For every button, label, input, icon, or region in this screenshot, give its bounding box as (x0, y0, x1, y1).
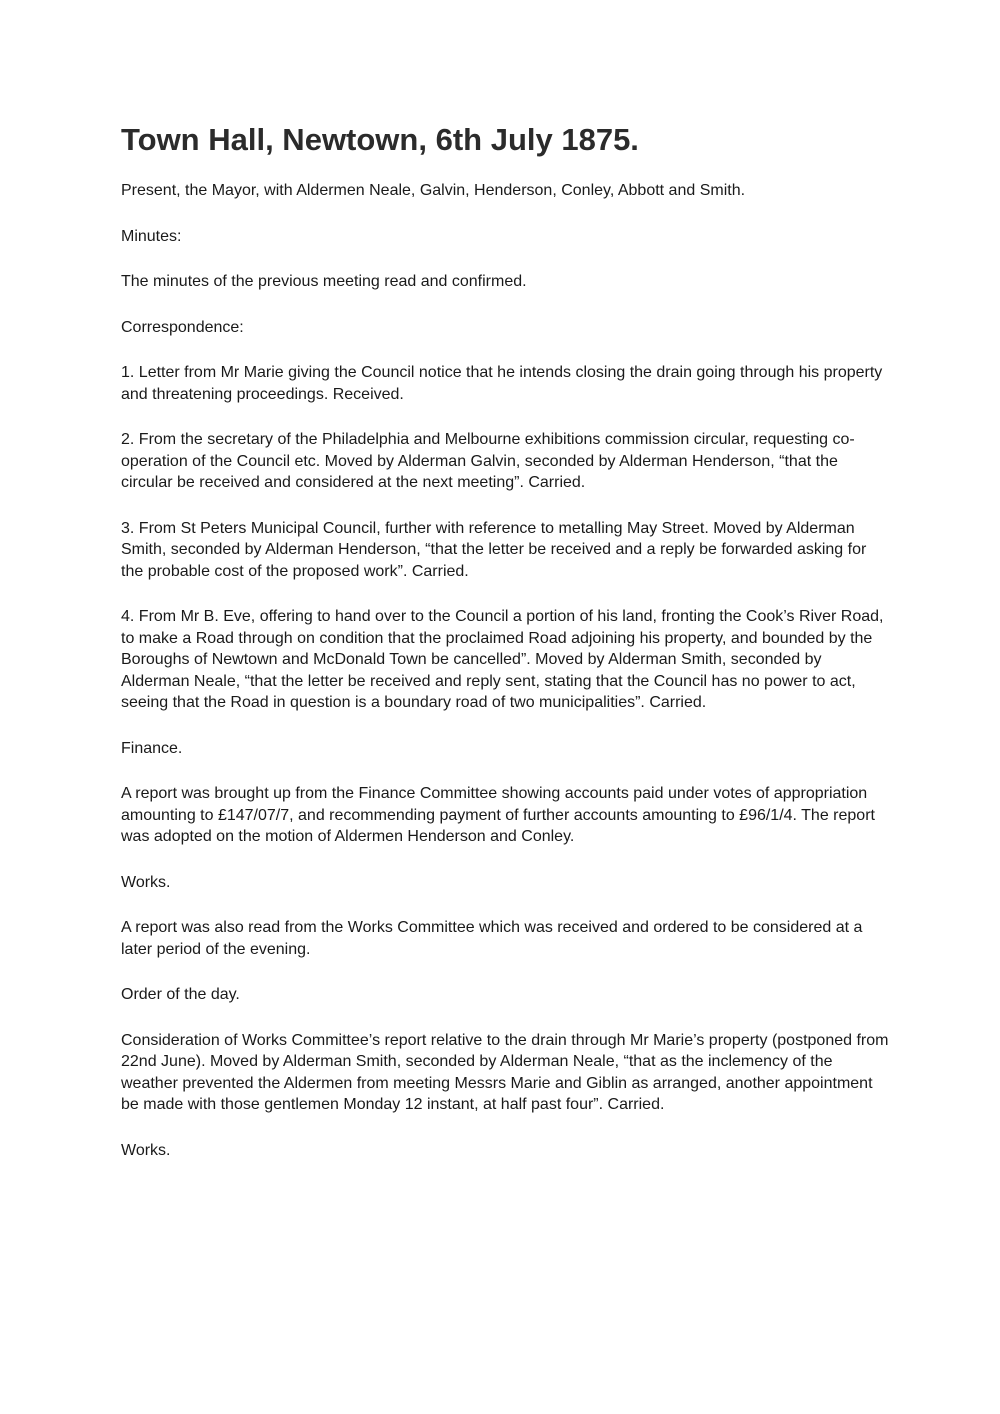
correspondence-item-2: 2. From the secretary of the Philadelphia and Melbourne exhibitions commission circular, requesting co-operation of the Council etc. Moved by Alderman Galvin, seconded by Alderman Henderson, “that the circular be received and considered at the next meeting”. Carried. (121, 431, 855, 491)
document-title: Town Hall, Newtown, 6th July 1875. (121, 122, 639, 157)
order-of-the-day-paragraph: Consideration of Works Committee’s report relative to the drain through Mr Marie’s property (postponed from 22nd June). Moved by Alderman Smith, seconded by Alderman Neale, “that as the inclemency of the weather prevented the Aldermen from meeting Messrs Marie and Giblin as arranged, another appointment be made with those gentlemen Monday 12 instant, at half past four”. Carried. (121, 1031, 889, 1113)
correspondence-item-1: 1. Letter from Mr Marie giving the Council notice that he intends closing the drain going through his property and threatening proceedings. Received. (121, 364, 883, 403)
document-page (121, 120, 891, 1185)
correspondence-item-4: 4. From Mr B. Eve, offering to hand over to the Council a portion of his land, fronting the Cook’s River Road, to make a Road through on condition that the proclaimed Road adjoining his property, and bounded by the Boroughs of Newtown and McDonald Town be cancelled”. Moved by Alderman Smith, seconded by Alderman Neale, “that the letter be received and reply sent, stating that the Council has no power to act, seeing that the Road in question is a boundary road of two municipalities”. Carried. (121, 608, 884, 711)
works-heading-2: Works. (121, 1141, 171, 1159)
correspondence-item-3: 3. From St Peters Municipal Council, further with reference to metalling May Street. Moved by Alderman Smith, seconded by Alderman Henderson, “that the letter be received and a reply be forwarded asking for the probable cost of the proposed work”. Carried. (121, 519, 867, 580)
works-paragraph: A report was also read from the Works Committee which was received and ordered to be considered at a later period of the evening. (121, 919, 863, 958)
works-heading: Works. (121, 873, 171, 891)
attendance-paragraph: Present, the Mayor, with Aldermen Neale, Galvin, Henderson, Conley, Abbott and Smith. (121, 182, 746, 199)
correspondence-heading: Correspondence: (121, 318, 244, 336)
minutes-paragraph: The minutes of the previous meeting read and confirmed. (121, 273, 527, 290)
order-of-the-day-heading: Order of the day. (121, 986, 240, 1003)
finance-heading: Finance. (121, 739, 183, 757)
finance-paragraph: A report was brought up from the Finance Committee showing accounts paid under votes of appropriation amounting to £147/07/7, and recommending payment of further accounts amounting to £96/1/4. The report was adopted on the motion of Aldermen Henderson and Conley. (121, 785, 875, 845)
minutes-heading: Minutes: (121, 227, 182, 245)
